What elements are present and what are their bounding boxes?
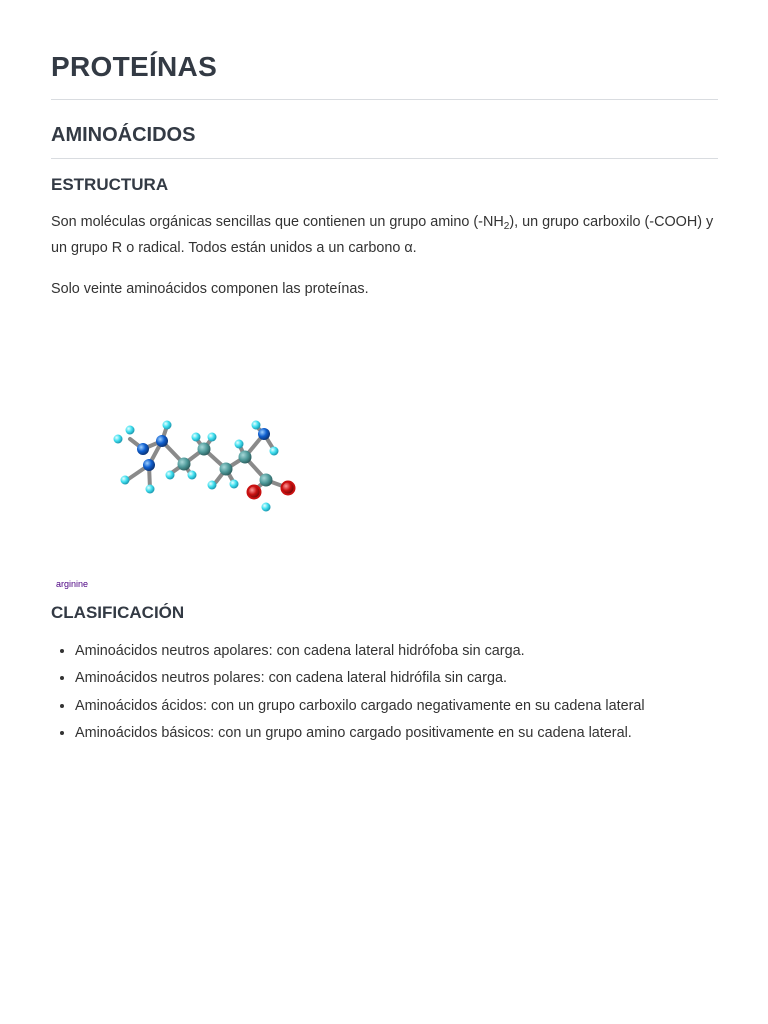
nitrogen-atom xyxy=(258,428,270,440)
carbon-atom xyxy=(178,458,191,471)
carbon-atom xyxy=(220,463,233,476)
section-divider xyxy=(51,158,718,159)
hydrogen-atom xyxy=(208,433,217,442)
list-item: • Aminoácidos ácidos: con un grupo carboxilo cargado negativamente en su cadena lateral xyxy=(75,693,645,720)
hydrogen-atom xyxy=(114,435,123,444)
estructura-paragraph xyxy=(51,209,718,261)
hydrogen-atom xyxy=(262,503,271,512)
clasificacion-list xyxy=(51,638,645,747)
hydrogen-atom xyxy=(166,471,175,480)
hydrogen-atom xyxy=(192,433,201,442)
subheading-clasificacion: CLASIFICACIÓN xyxy=(51,603,185,622)
nitrogen-atom xyxy=(156,435,168,447)
carbon-atom xyxy=(260,474,273,487)
nitrogen-atom xyxy=(137,443,149,455)
carbon-atom xyxy=(239,451,252,464)
list-item: • Aminoácidos básicos: con un grupo amino cargado positivamente en su cadena lateral. xyxy=(75,720,645,747)
estructura-text-part1: Son moléculas orgánicas sencillas que contienen un grupo amino (-NH xyxy=(51,214,504,230)
hydrogen-atom xyxy=(121,476,130,485)
estructura-text-part2: ), un grupo carboxilo (-COOH) y un grupo R o radical. Todos están unidos a un carbono α. xyxy=(51,214,714,256)
hydrogen-atom xyxy=(252,421,261,430)
nitrogen-atom xyxy=(143,459,155,471)
hydrogen-atom xyxy=(235,440,244,449)
hydrogen-atom xyxy=(230,480,239,489)
arginine-molecule-viewer[interactable] xyxy=(54,318,314,580)
oxygen-atom xyxy=(282,482,295,495)
hydrogen-atom xyxy=(188,471,197,480)
title-divider xyxy=(51,99,718,100)
hydrogen-atom xyxy=(270,447,279,456)
hydrogen-atom xyxy=(208,481,217,490)
hydrogen-atom xyxy=(126,426,135,435)
hydrogen-atom xyxy=(163,421,172,430)
subheading-estructura: ESTRUCTURA xyxy=(51,175,169,194)
list-item: • Aminoácidos neutros polares: con cadena lateral hidrófila sin carga. xyxy=(75,665,645,692)
molecule-caption: arginine xyxy=(56,579,89,589)
hydrogen-atom xyxy=(146,485,155,494)
section-heading-aminoacidos: AMINOÁCIDOS xyxy=(51,124,196,146)
atoms xyxy=(114,421,295,512)
page-title: PROTEÍNAS xyxy=(51,51,218,82)
arginine-molecule-image xyxy=(54,318,314,580)
carbon-atom xyxy=(198,443,211,456)
veinte-aminoacidos-paragraph: Solo veinte aminoácidos componen las proteínas. xyxy=(51,281,369,297)
subscript-2: 2 xyxy=(503,221,510,232)
oxygen-atom xyxy=(248,486,261,499)
list-item: • Aminoácidos neutros apolares: con cadena lateral hidrófoba sin carga. xyxy=(75,638,645,665)
